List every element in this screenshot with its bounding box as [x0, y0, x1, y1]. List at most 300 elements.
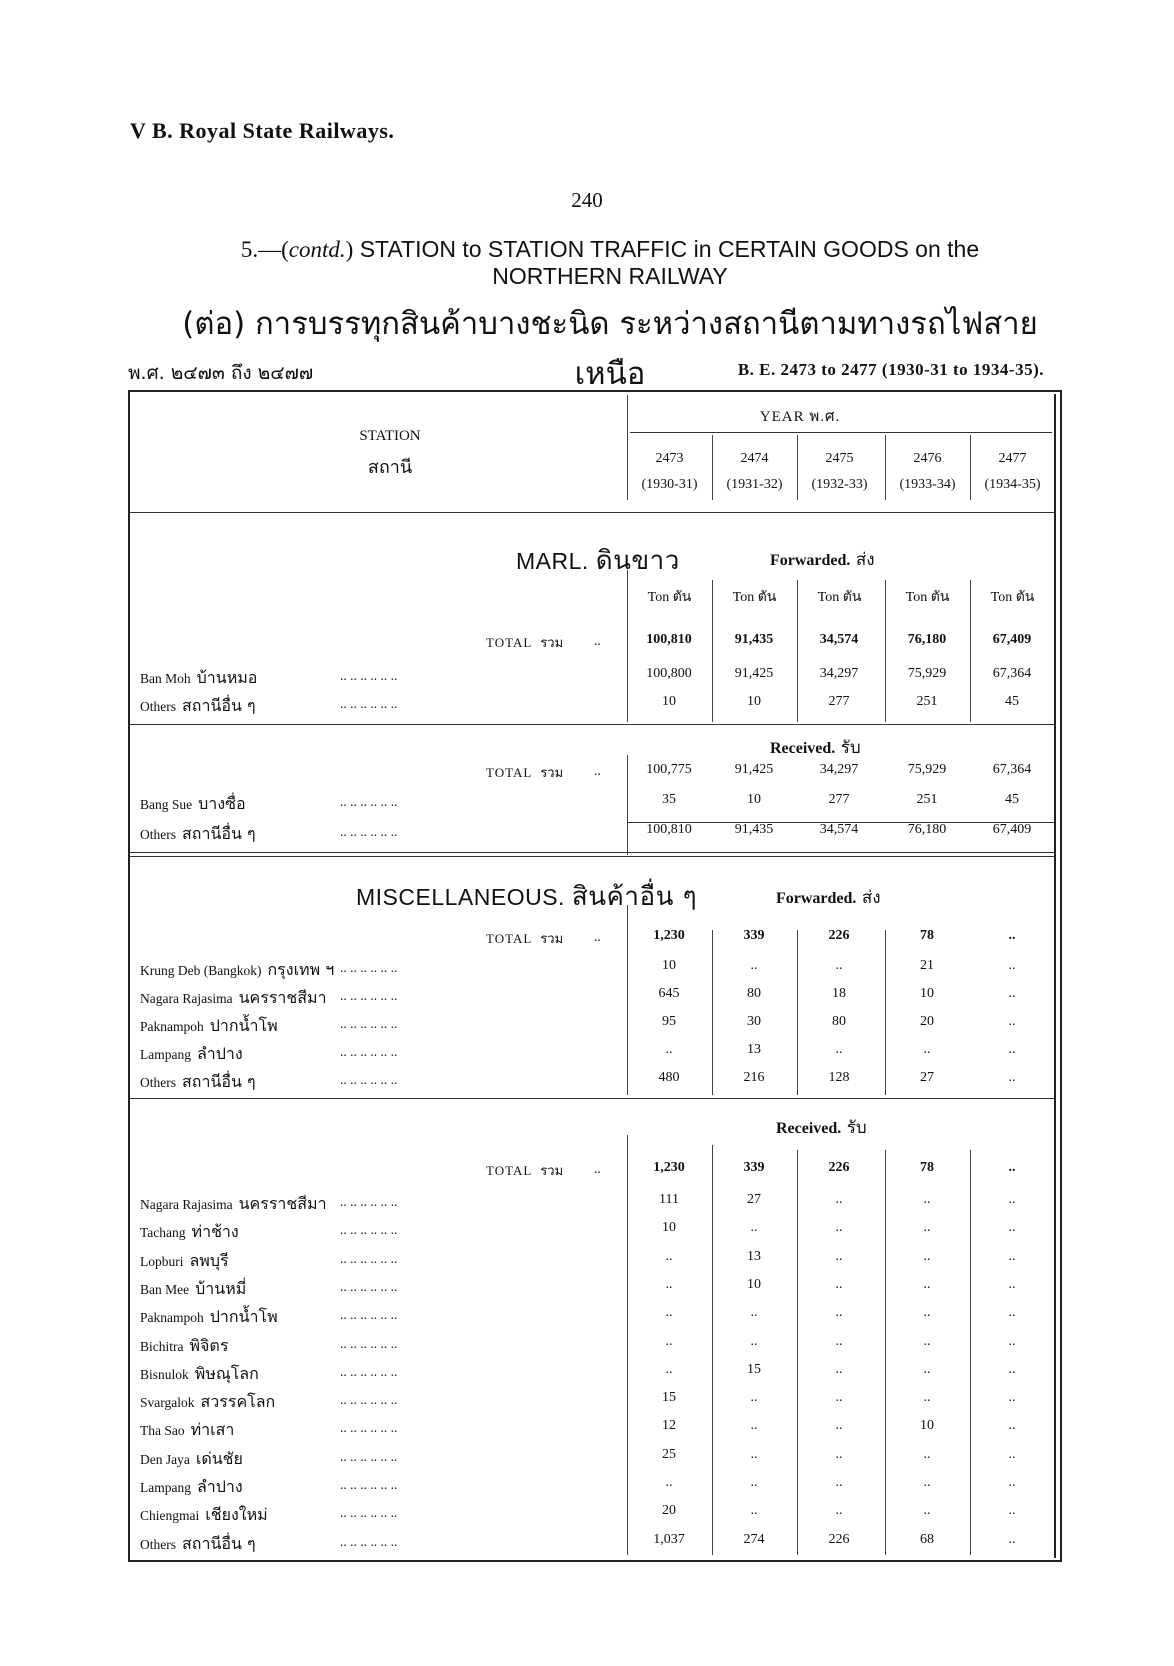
- misc-received-cell: ..: [665, 1305, 673, 1321]
- misc-received-cell: ..: [923, 1220, 931, 1236]
- misc-received-total-cell: 78: [920, 1160, 934, 1175]
- leader-dots: .. .. .. .. .. ..: [340, 1250, 398, 1266]
- total-thai: รวม: [540, 766, 564, 781]
- marl-forwarded-cell: 10: [747, 694, 761, 709]
- misc-forwarded-row-label: [140, 1042, 243, 1067]
- misc-received-row-label: [140, 1277, 246, 1302]
- misc-received-row-label: [140, 1362, 259, 1387]
- misc-received-cell: ..: [923, 1503, 931, 1519]
- leader-dots: .. .. .. .. .. ..: [340, 1392, 398, 1408]
- misc-forwarded-cell: ..: [1008, 1042, 1016, 1057]
- year-ce: (1930-31): [641, 477, 698, 492]
- station-name: Lampang: [140, 1480, 191, 1495]
- misc-received-total-cell: ..: [1008, 1160, 1016, 1175]
- misc-forwarded-row-label: [140, 1070, 256, 1095]
- column-rule: [627, 1135, 628, 1555]
- station-name: Others: [140, 827, 176, 842]
- misc-received-cell: ..: [1008, 1475, 1016, 1490]
- misc-received-cell: ..: [1008, 1390, 1016, 1406]
- marl-forwarded-total-cell: 91,435: [734, 632, 774, 647]
- station-name: Tachang: [140, 1225, 186, 1241]
- unit-en: Ton: [817, 590, 843, 605]
- marl-forwarded-row-label: [140, 694, 256, 719]
- column-rule: [885, 435, 886, 500]
- leader-dots: .. .. .. .. .. ..: [340, 696, 398, 711]
- misc-forwarded-cell: 20: [920, 1014, 934, 1029]
- section-title-thai: สินค้าอื่น ๆ: [571, 882, 698, 912]
- marl-forwarded-cell: 251: [916, 694, 938, 709]
- station-name: Bang Sue: [140, 797, 193, 812]
- misc-received-cell: ..: [923, 1192, 931, 1207]
- station-name-thai: ท่าช้าง: [191, 1222, 239, 1242]
- year-be: 2474: [740, 451, 769, 466]
- unit-label: [627, 586, 712, 608]
- misc-received-cell: ..: [923, 1248, 931, 1264]
- station-name: Paknampoh: [140, 1019, 204, 1034]
- marl-forwarded-total-label: [486, 632, 563, 653]
- misc-received-cell: ..: [750, 1503, 758, 1519]
- misc-received-cell: 226: [828, 1531, 850, 1547]
- misc-received-cell: 15: [747, 1361, 761, 1377]
- station-name-thai: เด่นชัย: [195, 1448, 243, 1468]
- leader-dots: .. .. .. .. .. ..: [340, 1044, 398, 1059]
- misc-forwarded-cell: 95: [662, 1014, 676, 1029]
- marl-received-total-cell: 67,364: [992, 762, 1032, 777]
- year-ce: (1931-32): [726, 477, 783, 492]
- total-thai: รวม: [540, 636, 564, 651]
- misc-received-row-label: [140, 1532, 256, 1557]
- column-rule: [885, 580, 886, 722]
- received-total-rule: [627, 822, 1054, 823]
- station-name: Den Jaya: [140, 1451, 190, 1467]
- marl-received-cell: 34,574: [819, 822, 859, 837]
- marl-forwarded-cell: 45: [1005, 694, 1019, 709]
- year-header: YEAR พ.ศ.: [759, 409, 841, 425]
- misc-forwarded-cell: ..: [665, 1042, 673, 1057]
- station-name: Svargalok: [140, 1395, 195, 1411]
- misc-received-cell: 68: [920, 1531, 934, 1547]
- section-divider: [130, 724, 1054, 725]
- direction-label-thai: ส่ง: [856, 888, 881, 908]
- direction-label: Received.: [776, 1120, 842, 1137]
- marl-forwarded-total-cell: 76,180: [907, 632, 947, 647]
- unit-en: Ton: [647, 590, 673, 605]
- station-name: Lopburi: [140, 1253, 184, 1269]
- title-line-1: STATION to STATION TRAFFIC in CERTAIN GOODS on the: [359, 236, 980, 262]
- misc-received-cell: ..: [1008, 1531, 1016, 1547]
- misc-forwarded-cell: 27: [920, 1070, 934, 1085]
- misc-forwarded-cell: ..: [750, 958, 758, 973]
- misc-received-cell: ..: [1008, 1305, 1016, 1321]
- leader-dots: .. .. .. .. .. ..: [340, 1072, 398, 1087]
- station-name: Lampang: [140, 1047, 191, 1062]
- unit-thai: ตัน: [757, 589, 777, 605]
- total-thai: รวม: [540, 932, 564, 947]
- leader-dots: .. .. .. .. .. ..: [340, 824, 398, 839]
- station-name: Bichitra: [140, 1338, 184, 1354]
- misc-forwarded-total-label: [486, 928, 563, 949]
- leader-dots: .. .. .. .. .. ..: [340, 1505, 398, 1521]
- station-name-thai: ปากน้ำโพ: [209, 1016, 278, 1035]
- year-be: 2476: [913, 451, 942, 466]
- column-rule: [797, 930, 798, 1095]
- unit-thai: ตัน: [672, 589, 692, 605]
- leader-dots: .. .. .. .. .. ..: [340, 1278, 398, 1294]
- station-name-thai: บางซื่อ: [198, 794, 246, 813]
- marl-received-total-cell: 91,425: [734, 762, 774, 777]
- misc-forwarded-cell: 80: [747, 986, 761, 1001]
- section-title-en: MARL.: [516, 548, 596, 574]
- marl-received-total-cell: 75,929: [907, 762, 947, 777]
- misc-received-total-cell: 1,230: [653, 1160, 685, 1175]
- column-rule: [627, 570, 628, 722]
- unit-label: [970, 586, 1055, 608]
- misc-received-cell: ..: [750, 1418, 758, 1434]
- total-en: TOTAL: [486, 765, 533, 780]
- year-column-header: [797, 446, 882, 498]
- year-be: 2475: [825, 451, 854, 466]
- unit-en: Ton: [905, 590, 931, 605]
- marl-received-cell: 10: [747, 792, 761, 807]
- station-name-thai: พิษณุโลก: [194, 1363, 259, 1383]
- marl-received-cell: 35: [662, 792, 676, 807]
- leader-dots: .. .. .. .. .. ..: [340, 1335, 398, 1351]
- misc-received-cell: ..: [665, 1276, 673, 1292]
- marl-forwarded-total-cell: 34,574: [819, 632, 859, 647]
- column-rule: [885, 930, 886, 1095]
- misc-forwarded-cell: 216: [743, 1070, 765, 1085]
- misc-forwarded-total-cell: 78: [920, 928, 934, 943]
- year-column-header: [970, 446, 1055, 498]
- misc-received-cell: ..: [835, 1475, 843, 1490]
- misc-received-row-label: [140, 1418, 234, 1443]
- misc-received-cell: ..: [835, 1503, 843, 1519]
- column-rule: [970, 1150, 971, 1555]
- year-ce: (1933-34): [899, 477, 956, 492]
- misc-received-cell: ..: [835, 1276, 843, 1292]
- station-name-thai: ลำปาง: [196, 1477, 243, 1496]
- misc-received-row-label: [140, 1390, 275, 1415]
- column-rule: [797, 580, 798, 722]
- year-be: 2477: [998, 451, 1027, 466]
- section-heading: V B. Royal State Railways.: [130, 118, 395, 143]
- misc-received-row-label: [140, 1334, 228, 1359]
- marl-received-cell: 277: [828, 792, 850, 807]
- misc-forwarded-cell: 21: [920, 958, 934, 973]
- misc-forwarded-row-label: [140, 1014, 278, 1039]
- misc-received-cell: 27: [747, 1192, 761, 1207]
- misc-received-cell: ..: [750, 1446, 758, 1462]
- misc-received-cell: ..: [1008, 1418, 1016, 1434]
- misc-received-cell: ..: [835, 1192, 843, 1207]
- misc-received-cell: ..: [1008, 1446, 1016, 1462]
- station-name-thai: เชียงใหม่: [205, 1505, 268, 1525]
- misc-received-cell: ..: [1008, 1276, 1016, 1292]
- column-rule: [712, 1145, 713, 1555]
- misc-forwarded-cell: 128: [828, 1070, 850, 1085]
- total-en: TOTAL: [486, 635, 533, 650]
- marl-forwarded-cell: 91,425: [734, 666, 774, 681]
- marl-end-rule: [130, 852, 1054, 853]
- misc-received-row-label: [140, 1447, 243, 1472]
- station-name: Krung Deb (Bangkok): [140, 963, 262, 978]
- marl-received-cell: 91,435: [734, 822, 774, 837]
- misc-received-cell: 25: [662, 1446, 676, 1462]
- marl-received-total-cell: 100,775: [646, 762, 692, 777]
- leader-dots: .. .. .. .. .. ..: [340, 1448, 398, 1464]
- leader-dots: .. .. .. .. .. ..: [340, 988, 398, 1003]
- misc-received-cell: 274: [743, 1531, 765, 1547]
- station-name: Tha Sao: [140, 1423, 185, 1439]
- marl-forwarded-cell: 100,800: [646, 666, 692, 681]
- marl-received-cell: 76,180: [907, 822, 947, 837]
- misc-received-cell: ..: [1008, 1333, 1016, 1349]
- years-thai: พ.ศ. ๒๔๗๓ ถึง ๒๔๗๗: [128, 362, 314, 384]
- station-name: Ban Mee: [140, 1281, 190, 1297]
- misc-received-cell: 12: [662, 1418, 676, 1434]
- misc-received-cell: ..: [665, 1475, 673, 1490]
- misc-received-row-label: [140, 1305, 278, 1330]
- misc-received-cell: 10: [920, 1418, 934, 1434]
- misc-received-row-label: [140, 1249, 229, 1274]
- misc-received-row-label: [140, 1503, 268, 1528]
- misc-forwarded-total-cell: 226: [828, 928, 850, 943]
- column-rule: [712, 930, 713, 1095]
- misc-received-row-label: [140, 1192, 327, 1217]
- leader-dots: .. .. .. .. .. ..: [340, 1016, 398, 1031]
- year-ce: (1934-35): [984, 477, 1041, 492]
- marl-received-row-label: [140, 792, 246, 817]
- misc-forwarded-cell: ..: [1008, 986, 1016, 1001]
- unit-en: Ton: [732, 590, 758, 605]
- marl-received-cell: 67,409: [992, 822, 1032, 837]
- misc-section-title: [356, 876, 697, 917]
- misc-forwarded-label: [776, 884, 881, 911]
- unit-thai: ตัน: [1015, 589, 1035, 605]
- leader-dots: ..: [594, 1161, 601, 1176]
- section-title-thai: ดินขาว: [595, 546, 680, 576]
- misc-received-cell: ..: [835, 1248, 843, 1264]
- station-name-thai: ท่าเสา: [190, 1420, 235, 1440]
- direction-label: Received.: [770, 740, 836, 757]
- misc-received-cell: ..: [835, 1333, 843, 1349]
- misc-received-cell: ..: [835, 1418, 843, 1434]
- year-header-rule: [630, 432, 1052, 433]
- station-name-thai: บ้านหมอ: [196, 668, 258, 687]
- leader-dots: .. .. .. .. .. ..: [340, 1194, 398, 1209]
- leader-dots: .. .. .. .. .. ..: [340, 960, 398, 975]
- year-be: 2473: [655, 451, 684, 466]
- leader-dots: ..: [594, 633, 601, 648]
- station-name-thai: พิจิตร: [189, 1335, 229, 1355]
- column-rule: [627, 905, 628, 1095]
- misc-forwarded-cell: 13: [747, 1042, 761, 1057]
- column-rule: [970, 580, 971, 722]
- total-en: TOTAL: [486, 1163, 533, 1178]
- marl-forwarded-total-cell: 100,810: [646, 632, 692, 647]
- station-name: Chiengmai: [140, 1508, 200, 1524]
- misc-forwarded-total-cell: 1,230: [653, 928, 685, 943]
- misc-received-cell: ..: [665, 1333, 673, 1349]
- misc-received-cell: ..: [835, 1446, 843, 1462]
- direction-label-thai: รับ: [841, 1118, 867, 1138]
- column-rule: [712, 580, 713, 722]
- station-name: Others: [140, 1536, 176, 1552]
- marl-forwarded-cell: 10: [662, 694, 676, 709]
- unit-thai: ตัน: [930, 589, 950, 605]
- misc-received-cell: ..: [835, 1390, 843, 1406]
- title-contd: contd.: [288, 237, 346, 262]
- station-name-thai: ปากน้ำโพ: [209, 1307, 278, 1327]
- title-lead: 5.—(: [240, 237, 289, 262]
- column-rule: [797, 435, 798, 500]
- station-name: Ban Moh: [140, 671, 191, 686]
- marl-forwarded-row-label: [140, 666, 257, 691]
- title-thai: (ต่อ) การบรรทุกสินค้าบางชะนิด ระหว่างสถานีตามทางรถไฟสายเหนือ: [182, 306, 1038, 392]
- misc-received-cell: ..: [750, 1333, 758, 1349]
- misc-received-cell: ..: [923, 1446, 931, 1462]
- total-en: TOTAL: [486, 931, 533, 946]
- year-column-header: [627, 446, 712, 498]
- misc-received-cell: 10: [662, 1220, 676, 1236]
- unit-label: [885, 586, 970, 608]
- misc-forwarded-cell: ..: [835, 958, 843, 973]
- column-rule: [627, 755, 628, 855]
- page-number: 240: [571, 188, 603, 212]
- misc-received-cell: ..: [1008, 1503, 1016, 1519]
- misc-forwarded-cell: 30: [747, 1014, 761, 1029]
- marl-received-total-label: [486, 762, 563, 783]
- station-name: Nagara Rajasima: [140, 1197, 233, 1212]
- station-name-thai: บ้านหมี่: [195, 1278, 247, 1298]
- station-name-thai: กรุงเทพ ฯ: [267, 960, 335, 979]
- marl-received-label: [770, 734, 861, 761]
- misc-received-cell: ..: [750, 1220, 758, 1236]
- station-name: Bisnulok: [140, 1366, 189, 1382]
- station-name-thai: สวรรคโลก: [200, 1392, 276, 1412]
- misc-forwarded-cell: 18: [832, 986, 846, 1001]
- marl-end-rule-double: [130, 856, 1054, 857]
- misc-received-cell: ..: [750, 1475, 758, 1490]
- misc-received-cell: ..: [835, 1220, 843, 1236]
- leader-dots: .. .. .. .. .. ..: [340, 1363, 398, 1379]
- direction-label-thai: ส่ง: [850, 550, 875, 570]
- misc-forwarded-total-cell: 339: [743, 928, 765, 943]
- column-rule: [970, 435, 971, 500]
- marl-received-row-label: [140, 822, 256, 847]
- title-close: ): [345, 237, 354, 262]
- misc-received-cell: 1,037: [653, 1531, 685, 1547]
- total-thai: รวม: [540, 1164, 564, 1179]
- marl-forwarded-cell: 67,364: [992, 666, 1032, 681]
- station-name-thai: สถานีอื่น ๆ: [182, 696, 256, 715]
- station-name-thai: สถานีอื่น ๆ: [182, 824, 256, 843]
- misc-received-cell: ..: [923, 1276, 931, 1292]
- misc-forwarded-cell: ..: [1008, 958, 1016, 973]
- misc-forwarded-cell: 10: [920, 986, 934, 1001]
- station-name-thai: ลำปาง: [196, 1044, 243, 1063]
- misc-received-cell: ..: [835, 1305, 843, 1321]
- misc-forwarded-cell: 10: [662, 958, 676, 973]
- misc-forwarded-cell: 480: [658, 1070, 680, 1085]
- title-line-2: NORTHERN RAILWAY: [492, 263, 728, 289]
- leader-dots: .. .. .. .. .. ..: [340, 1477, 398, 1492]
- marl-forwarded-cell: 75,929: [907, 666, 947, 681]
- column-rule: [797, 1150, 798, 1555]
- misc-received-cell: ..: [1008, 1220, 1016, 1236]
- misc-forwarded-cell: ..: [1008, 1014, 1016, 1029]
- misc-received-total-cell: 339: [743, 1160, 765, 1175]
- misc-received-cell: 111: [659, 1192, 679, 1207]
- misc-received-cell: ..: [750, 1305, 758, 1321]
- section-divider: [130, 1098, 1054, 1099]
- direction-label-thai: รับ: [835, 738, 861, 758]
- misc-received-cell: ..: [835, 1361, 843, 1377]
- leader-dots: .. .. .. .. .. ..: [340, 1420, 398, 1436]
- marl-forwarded-label: [770, 546, 875, 573]
- misc-forwarded-row-label: [140, 986, 327, 1011]
- leader-dots: .. .. .. .. .. ..: [340, 1222, 398, 1238]
- leader-dots: .. .. .. .. .. ..: [340, 1533, 398, 1549]
- misc-received-cell: ..: [923, 1305, 931, 1321]
- marl-forwarded-total-cell: 67,409: [992, 632, 1032, 647]
- unit-thai: ตัน: [842, 589, 862, 605]
- leader-dots: ..: [594, 763, 601, 778]
- misc-received-cell: ..: [1008, 1361, 1016, 1377]
- leader-dots: ..: [594, 929, 601, 944]
- misc-forwarded-cell: ..: [1008, 1070, 1016, 1085]
- misc-received-cell: 20: [662, 1503, 676, 1519]
- misc-forwarded-cell: ..: [835, 1042, 843, 1057]
- misc-received-row-label: [140, 1220, 239, 1245]
- misc-forwarded-cell: 80: [832, 1014, 846, 1029]
- years-be: B. E. 2473 to 2477 (1930-31 to 1934-35).: [737, 360, 1044, 379]
- leader-dots: .. .. .. .. .. ..: [340, 668, 398, 683]
- marl-received-cell: 251: [916, 792, 938, 807]
- marl-forwarded-cell: 277: [828, 694, 850, 709]
- marl-received-cell: 100,810: [646, 822, 692, 837]
- unit-label: [712, 586, 797, 608]
- misc-received-total-cell: 226: [828, 1160, 850, 1175]
- station-name-thai: สถานีอื่น ๆ: [182, 1072, 256, 1091]
- leader-dots: .. .. .. .. .. ..: [340, 1307, 398, 1323]
- station-name: Others: [140, 699, 176, 714]
- misc-received-total-label: [486, 1160, 563, 1181]
- misc-received-row-label: [140, 1475, 243, 1500]
- title-english: [150, 236, 1070, 290]
- misc-received-label: [776, 1114, 867, 1141]
- leader-dots: .. .. .. .. .. ..: [340, 794, 398, 809]
- misc-received-cell: ..: [1008, 1248, 1016, 1264]
- unit-label: [797, 586, 882, 608]
- year-column-header: [885, 446, 970, 498]
- misc-received-cell: ..: [1008, 1192, 1016, 1207]
- misc-forwarded-row-label: [140, 958, 334, 983]
- station-name: Paknampoh: [140, 1310, 204, 1326]
- column-rule: [712, 435, 713, 500]
- station-name-thai: ลพบุรี: [189, 1250, 229, 1270]
- misc-received-cell: ..: [923, 1390, 931, 1406]
- misc-received-cell: ..: [923, 1361, 931, 1377]
- misc-received-cell: ..: [665, 1361, 673, 1377]
- misc-forwarded-cell: ..: [923, 1042, 931, 1057]
- marl-forwarded-cell: 34,297: [819, 666, 859, 681]
- marl-section-title: [516, 540, 680, 581]
- misc-received-cell: 15: [662, 1390, 676, 1406]
- station-name: Nagara Rajasima: [140, 991, 233, 1006]
- misc-received-cell: 10: [747, 1276, 761, 1292]
- misc-received-cell: ..: [665, 1248, 673, 1264]
